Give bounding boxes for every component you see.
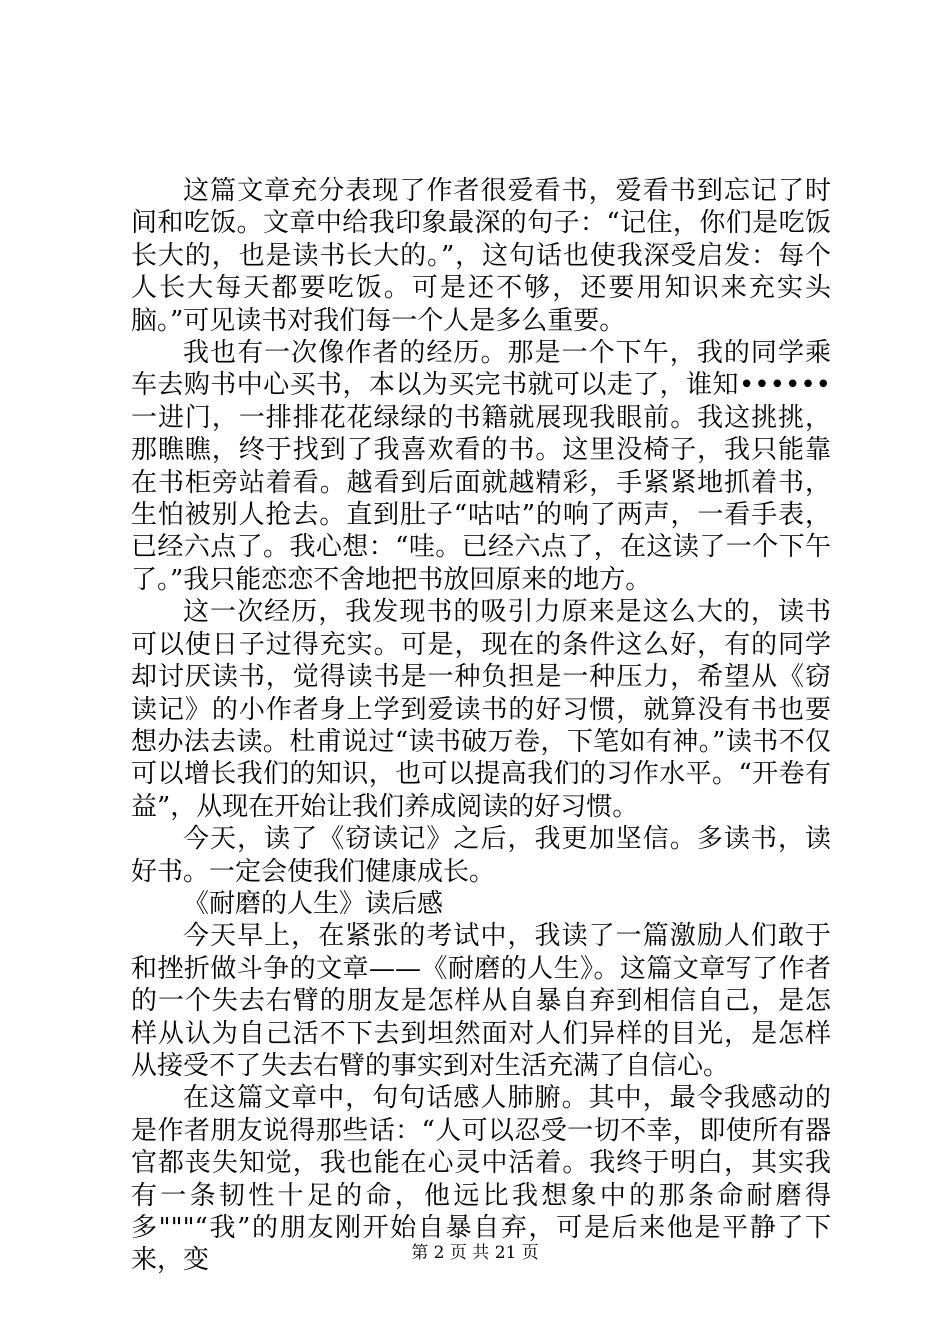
paragraph: 我也有一次像作者的经历。那是一个下午，我的同学乘车去购书中心买书，本以为买完书就可以走了，谁知••••••一进门，一排排花花绿绿的书籍就展现我眼前。我这挑挑，那瞧瞧，终于找到了我喜欢看的书。这里没椅子，我只能靠在书柜旁站着看。越看到后面就越精彩，手紧紧地抓着书，生怕被别人抢去。直到肚子“咕咕”的响了两声，一看手表，已经六点了。我心想：“哇。已经六点了，在这读了一个下午了。”我只能恋恋不舍地把书放回原来的地方。 [131,338,831,595]
paragraph: 在这篇文章中，句句话感人肺腑。其中，最令我感动的是作者朋友说得那些话：“人可以忍受一切不幸，即使所有器官都丧失知觉，我也能在心灵中活着。我终于明白，其实我有一条韧性十足的命，他远比我想象中的那条命耐磨得多"""“我”的朋友刚开始自暴自弃，可是后来他是平静了下来，变 [131,1083,831,1276]
document-body [131,175,831,1277]
section-heading: 《耐磨的人生》读后感 [183,888,444,919]
paragraph: 今天，读了《窃读记》之后，我更加坚信。多读书，读好书。一定会使我们健康成长。 [131,824,831,887]
page-footer: 第 2 页 共 21 页 [411,1243,539,1263]
paragraph: 今天早上，在紧张的考试中，我读了一篇激励人们敢于和挫折做斗争的文章——《耐磨的人生》。这篇文章写了作者的一个失去右臂的朋友是怎样从自暴自弃到相信自己，是怎样从认为自己活不下去到坦然面对人们异样的目光，是怎样从接受不了失去右臂的事实到对生活充满了自信心。 [131,921,831,1081]
paragraph: 这篇文章充分表现了作者很爱看书，爱看书到忘记了时间和吃饭。文章中给我印象最深的句子：“记住，你们是吃饭长大的，也是读书长大的。”，这句话也使我深受启发：每个人长大每天都要吃饭。可是还不够，还要用知识来充实头脑。”可见读书对我们每一个人是多么重要。 [131,176,831,336]
paragraph: 这一次经历，我发现书的吸引力原来是这么大的，读书可以使日子过得充实。可是，现在的条件这么好，有的同学却讨厌读书，觉得读书是一种负担是一种压力，希望从《窃读记》的小作者身上学到爱读书的好习惯，就算没有书也要想办法去读。杜甫说过“读书破万卷，下笔如有神。”读书不仅可以增长我们的知识，也可以提高我们的习作水平。“开卷有益”，从现在开始让我们养成阅读的好习惯。 [131,597,831,822]
